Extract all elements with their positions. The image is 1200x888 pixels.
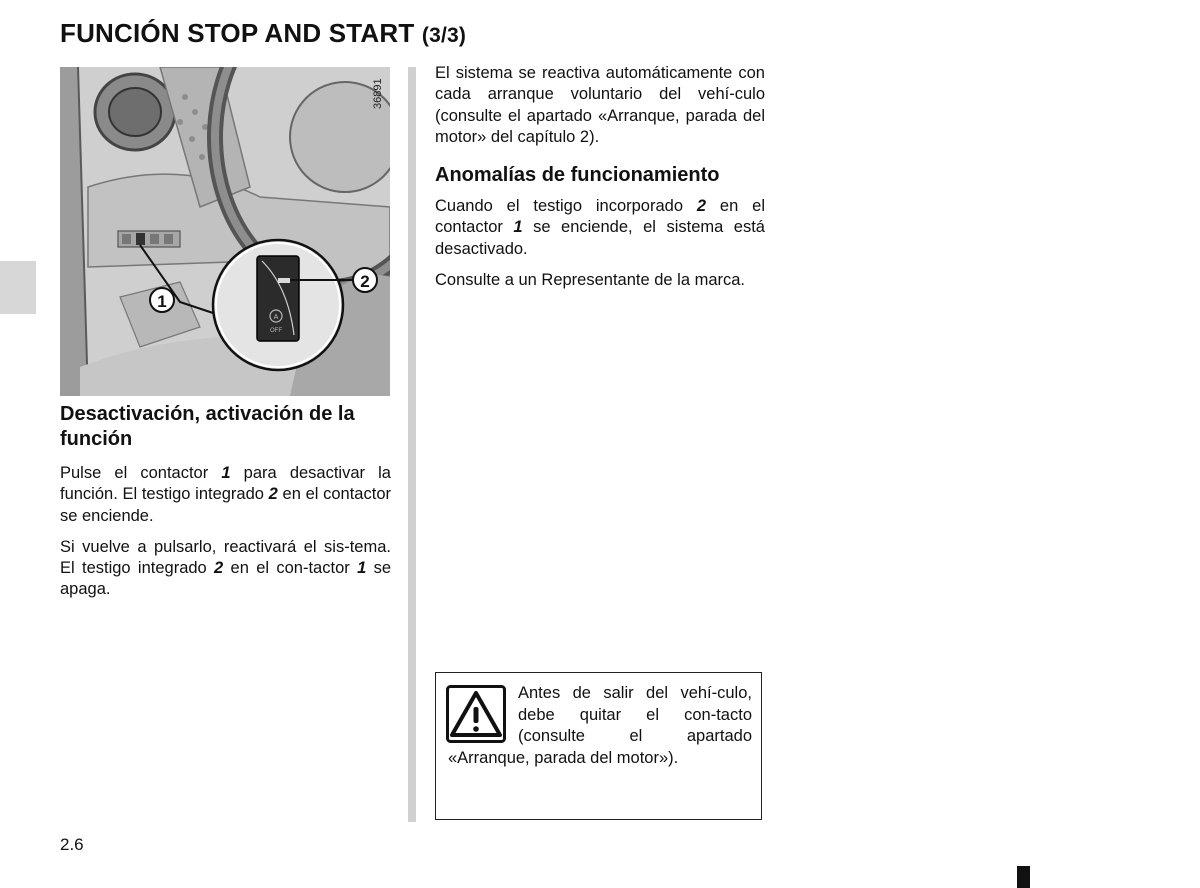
page-title (60, 18, 466, 49)
switch-off-label: OFF (270, 328, 282, 334)
callout-2: 2 (360, 272, 370, 291)
page-number: 2.6 (60, 835, 84, 854)
paragraph-intro: El sistema se reactiva automáticamente con cada arranque voluntario del vehí-culo (consulte el apartado «Arranque, parada del motor» del capítulo 2). (435, 64, 765, 146)
page-title-suffix: (3/3) (421, 24, 467, 47)
paragraph-anomaly-warning-light: Cuando el testigo incorporado 2 en el contactor 1 se enciende, el sistema está desactivado. (435, 197, 765, 258)
paragraph-deactivate: Pulse el contactor 1 para desactivar la función. El testigo integrado 2 en el contactor se enciende. (60, 464, 391, 525)
warning-box (435, 672, 762, 820)
callout-1: 1 (157, 292, 167, 311)
paragraph-consult-dealer: Consulte a un Representante de la marca. (435, 271, 746, 290)
left-column (60, 402, 391, 611)
section-heading-anomalies: Anomalías de funcionamiento (435, 164, 720, 187)
column-divider (408, 67, 416, 822)
section-heading-deactivation: Desactivación, activación de la función (60, 403, 355, 450)
figure-code: 36891 (372, 78, 384, 109)
page-title-main: FUNCIÓN STOP AND START (60, 18, 415, 48)
chapter-tab (0, 261, 36, 314)
warning-text: Antes de salir del vehí-culo, debe quitar el con-tacto (consulte el apartado «Arranque, parada del motor»). (448, 684, 752, 767)
right-column (435, 63, 765, 301)
svg-text:A: A (273, 314, 279, 321)
dashboard-illustration (60, 67, 390, 396)
page-edge-marker (1017, 866, 1030, 888)
paragraph-reactivate: Si vuelve a pulsarlo, reactivará el sis-tema. El testigo integrado 2 en el con-tactor 1 se apaga. (60, 537, 391, 599)
